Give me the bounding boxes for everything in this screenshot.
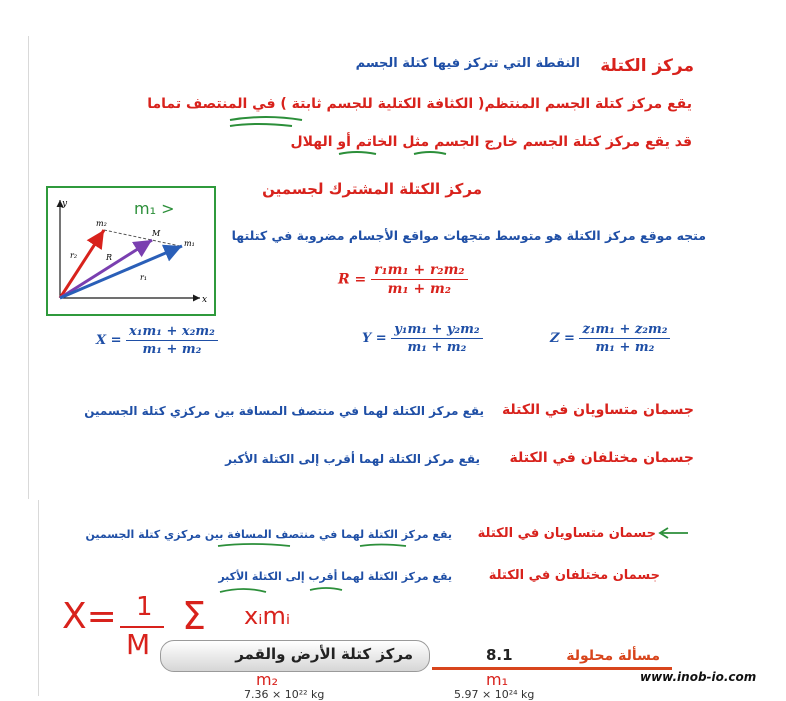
banner-title: مركز كتلة الأرض والقمر — [235, 645, 413, 663]
hand-m2: m₂ — [256, 670, 278, 689]
subsection-title: مركز الكتلة المشترك لجسمين — [262, 180, 482, 198]
vector-diagram — [46, 186, 216, 316]
equal-mass-text: يقع مركز الكتلة لهما في منتصف المسافة بين مركزي كتلة الجسمين — [84, 404, 484, 418]
equation-Y: Y = $\frac{\text{y₁m₁ + y₂m₂}}{\text{m₁ + m₂}}$ — [362, 322, 483, 355]
hand-M: M — [126, 628, 151, 661]
equation-R: R = $\frac{\text{r₁m₁ + r₂m₂}}{\text{m₁ + m₂}}$ — [338, 262, 468, 297]
equal-mass-title: جسمان متساويان في الكتلة — [501, 402, 694, 418]
page2-diff-title: جسمان مختلفان في الكتلة — [488, 568, 660, 583]
page2-equal-text: يقع مركز الكتلة لهما في منتصف المسافة بين مركزي كتلة الجسمين — [85, 528, 452, 541]
cut-text-mid: 5.97 × 10²⁴ kg — [454, 688, 535, 701]
axis-x-label: x — [202, 295, 208, 305]
m2-label: m₂ — [96, 219, 107, 228]
R-label: R — [106, 253, 113, 262]
footer-url: www.inob-io.com — [640, 670, 757, 684]
vector-definition: متجه موقع مركز الكتلة هو متوسط متجهات مواقع الأجسام مضروبة في كتلتها — [231, 228, 706, 243]
hand-sum: Σ — [182, 594, 207, 638]
equation-X: X = $\frac{\text{x₁m₁ + x₂m₂}}{\text{m₁ + m₂}}$ — [96, 324, 218, 357]
R-vector — [60, 240, 152, 298]
problem-header — [432, 646, 672, 670]
arrow-icon — [656, 526, 690, 540]
cut-text-left: 7.36 × 10²² kg — [244, 688, 325, 701]
section-banner — [160, 640, 430, 672]
r1-label: r₁ — [140, 273, 148, 282]
handwritten-annotation: m₁ > — [134, 199, 175, 218]
different-mass-title: جسمان مختلفان في الكتلة — [509, 450, 694, 466]
outside-body-text: قد يقع مركز كتلة الجسم خارج الجسم مثل الخاتم أو الهلال — [290, 134, 692, 150]
page2-underlines — [210, 540, 530, 600]
m1-label: m₁ — [184, 239, 195, 248]
different-mass-text: يقع مركز الكتلة لهما أقرب إلى الكتلة الأكبر — [225, 452, 480, 466]
hand-m1: m₁ — [486, 670, 508, 689]
hand-x-equals: X= — [62, 596, 117, 637]
M-label: M — [152, 229, 161, 238]
page2-diff-text: يقع مركز الكتلة لهما أقرب إلى الكتلة الأكبر — [218, 570, 452, 583]
hand-xm: xᵢmᵢ — [244, 602, 291, 630]
definition-text: النقطة التي تتركز فيها كتلة الجسم — [355, 56, 580, 71]
problem-label: مسألة محلولة — [566, 648, 660, 664]
page2-equal-title: جسمان متساويان في الكتلة — [477, 526, 656, 541]
vector-diagram-graphic — [48, 188, 214, 314]
handwritten-underlines — [226, 112, 476, 162]
hand-one: 1 — [136, 592, 153, 622]
equation-Z: Z = $\frac{\text{z₁m₁ + z₂m₂}}{\text{m₁ + m₂}}$ — [550, 322, 670, 355]
axis-y-label: y — [62, 199, 68, 209]
r2-label: r₂ — [70, 251, 78, 260]
section-title: مركز الكتلة — [600, 56, 694, 76]
uniform-body-text: يقع مركز كتلة الجسم المنتظم( الكثافة الكتلية للجسم ثابتة ) في المنتصف تماما — [147, 96, 692, 112]
problem-number: 8.1 — [486, 646, 513, 664]
